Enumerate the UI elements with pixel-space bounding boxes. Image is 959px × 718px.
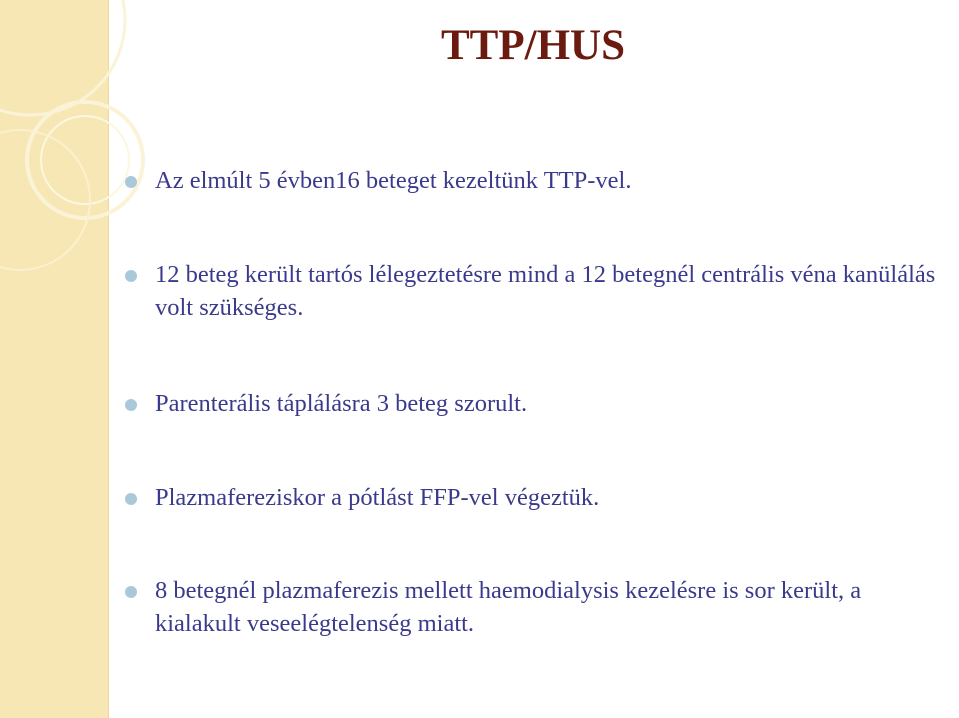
bullet-item (118, 164, 938, 197)
bullet-text: Az elmúlt 5 évben16 beteget kezeltünk TTP-vel. (155, 167, 632, 194)
bullet-text: 12 beteg került tartós lélegeztetésre mind a 12 betegnél centrális véna kanülálás volt szükséges. (155, 261, 936, 321)
bullet-icon (125, 399, 137, 411)
bullet-item (118, 574, 938, 640)
bullet-icon (125, 586, 137, 598)
bullet-text: Parenterális táplálásra 3 beteg szorult. (155, 390, 528, 417)
bullet-text: 8 betegnél plazmaferezis mellett haemodialysis kezelésre is sor került, a kialakult veseelégtelenség miatt. (155, 577, 862, 637)
bullet-item (118, 258, 938, 324)
bullet-icon (125, 270, 137, 282)
slide-title: TTP/HUS (441, 22, 625, 69)
bullet-item (118, 387, 938, 420)
bullet-item (118, 481, 938, 514)
bullet-icon (125, 176, 137, 188)
bullet-text: Plazmafereziskor a pótlást FFP-vel végeztük. (155, 484, 600, 511)
bullet-icon (125, 493, 137, 505)
